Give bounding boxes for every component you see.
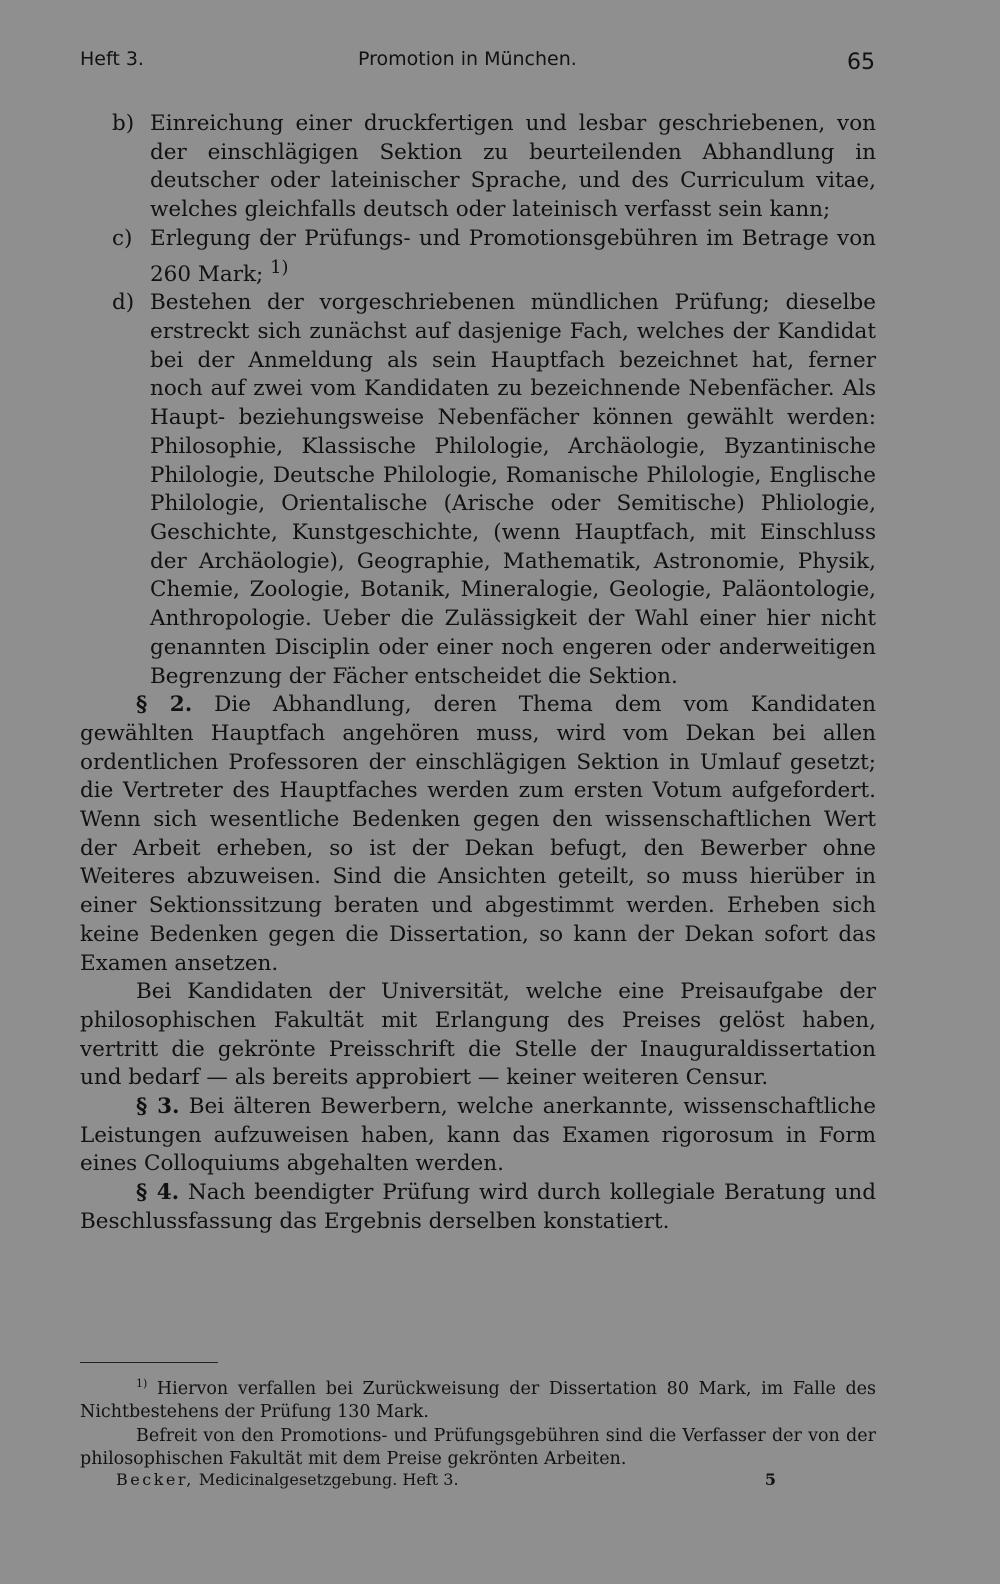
list-item-text: Bestehen der vorgeschriebenen mündlichen Prüfung; dieselbe erstreckt sich zunächst auf dasjenige Fach, welches der Kandidat bei der Anmeldung als sein Hauptfach bezeichnet hat, ferner noch auf zwei vom Kandidaten zu bezeichnende Nebenfächer. Als Haupt- beziehungsweise Nebenfächer können gewählt werden: Philosophie, Klassische Philologie, Archäologie, Byzantinische Philologie, Deutsche Philologie, Romanische Philologie, Englische Philologie, Orientalische (Arische oder Semitische) Phliologie, Geschichte, Kunstgeschichte, (wenn Hauptfach, mit Einschluss der Archäologie), Geographie, Mathematik, Astronomie, Physik, Chemie, Zoologie, Botanik, Mineralogie, Geologie, Paläontologie, Anthropologie. Ueber die Zulässigkeit der Wahl einer hier nicht genannten Disciplin oder einer noch engeren oder anderweitigen Begrenzung der Fächer entscheidet die Sektion. (150, 290, 876, 689)
footnote-text: Hiervon verfallen bei Zurückweisung der Dissertation 80 Mark, im Falle des Nichtbestehens der Prüfung 130 Mark. (80, 1378, 876, 1423)
footnotes (80, 1372, 876, 1472)
signature-line (116, 1470, 776, 1489)
list-item-b (80, 110, 876, 225)
footnote-continuation (80, 1425, 876, 1472)
list-item-label: c) (112, 225, 133, 251)
running-head-title: Promotion in München. (358, 48, 577, 70)
section-2-paragraph (80, 691, 876, 978)
main-text (80, 110, 876, 1237)
footnote-reference: 1) (270, 256, 289, 278)
prize-paper-paragraph (80, 978, 876, 1093)
section-3-paragraph (80, 1093, 876, 1179)
footnote-marker: 1) (136, 1377, 148, 1390)
list-item-text: Erlegung der Prüfungs- und Promotionsgebühren im Betrage von 260 Mark; (150, 225, 876, 287)
signature-author: Becker, (116, 1470, 194, 1489)
page-number: 65 (847, 50, 875, 75)
list-item-text: Einreichung einer druckfertigen und lesbar geschriebenen, von der einschlägigen Sektion zu beurteilenden Abhandlung in deutscher oder lateinischer Sprache, und des Curriculum vitae, welches gleichfalls deutsch oder lateinisch verfasst sein kann; (150, 111, 876, 223)
list-item-label: b) (112, 111, 135, 136)
list-item-d (80, 289, 876, 691)
footnote-divider (80, 1362, 218, 1363)
list-item-label: d) (112, 290, 135, 316)
paragraph-text: Die Abhandlung, deren Thema dem vom Kandidaten gewählten Hauptfach angehören muss, wird vom Dekan bei allen ordentlichen Professoren der einschlägigen Sektion in Umlauf gesetzt; die Vertreter des Hauptfaches werden zum ersten Votum aufgefordert. Wenn sich wesentliche Bedenken gegen den wissenschaftlichen Wert der Arbeit erheben, so ist der Dekan befugt, den Bewerber ohne Weiteres abzuweisen. Sind die Ansichten geteilt, so muss hierüber in einer Sektionssitzung beraten und abgestimmt werden. Erheben sich keine Bedenken gegen die Dissertation, so kann der Dekan sofort das Examen ansetzen. (80, 692, 876, 976)
running-head (80, 48, 875, 78)
list-item-c (80, 225, 876, 290)
section-4-paragraph (80, 1179, 876, 1236)
signature-mark: 5 (764, 1470, 776, 1489)
paragraph-text: Nach beendigter Prüfung wird durch kollegiale Beratung und Beschlussfassung das Ergebnis derselben konstatiert. (80, 1180, 876, 1234)
running-head-issue: Heft 3. (80, 48, 144, 70)
section-symbol: § 2. (136, 692, 193, 718)
paragraph-text: Bei Kandidaten der Universität, welche eine Preisaufgabe der philosophischen Fakultät mit Erlangung des Preises gelöst haben, vertritt die gekrönte Preisschrift die Stelle der Inauguraldissertation und bedarf — als bereits approbiert — keiner weiteren Censur. (80, 979, 876, 1091)
section-symbol: § 3. (136, 1094, 180, 1120)
signature-title: Medicinalgesetzgebung. Heft 3. (198, 1470, 459, 1489)
section-symbol: § 4. (136, 1180, 180, 1206)
footnote-1 (80, 1372, 876, 1425)
footnote-text: Befreit von den Promotions- und Prüfungsgebühren sind die Verfasser der von der philosophischen Fakultät mit dem Preise gekrönten Arbeiten. (80, 1425, 876, 1470)
paragraph-text: Bei älteren Bewerbern, welche anerkannte, wissenschaftliche Leistungen aufzuweisen haben, kann das Examen rigorosum in Form eines Colloquiums abgehalten werden. (80, 1094, 876, 1177)
